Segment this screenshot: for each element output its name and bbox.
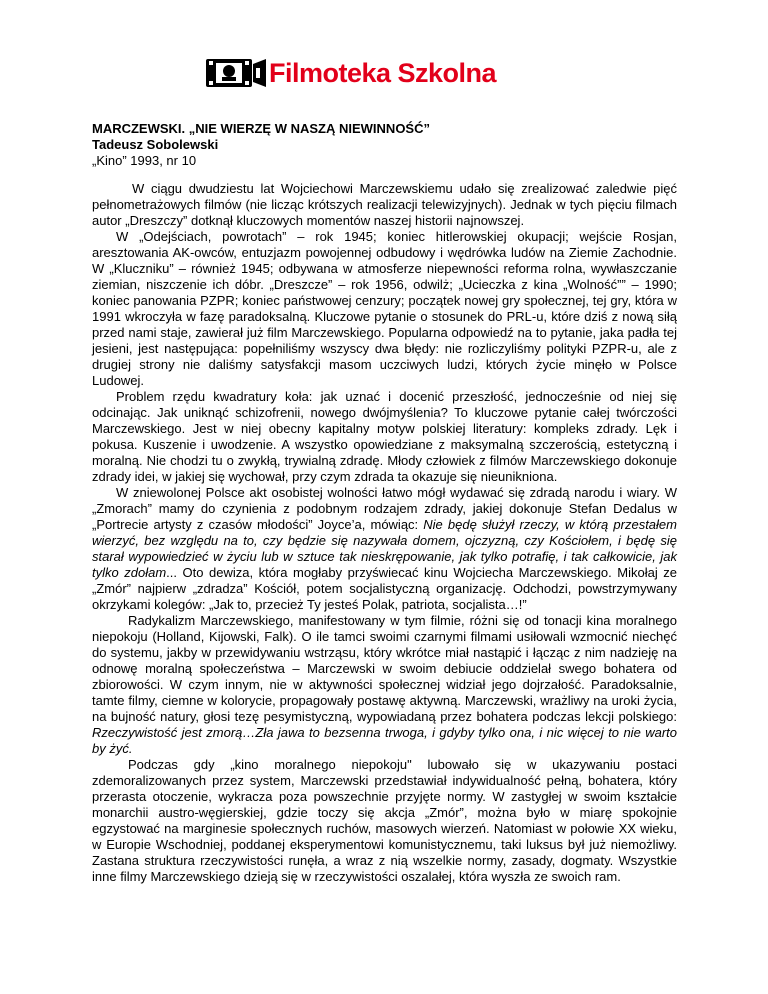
- joyce-quote: Nie będę służył rzeczy, w którą przestałem wierzyć, bez względu na to, czy będzie się nazywała domem, ojczyzną, czy Kościołem, i będę się starał wypowiedzieć w życiu lub w sztuce tak nieskrępowanie, jak tylko potrafię, i tak całkowicie, jak tylko zdołam: [92, 517, 677, 580]
- filmoteka-logo: [205, 56, 496, 90]
- paragraph-3: Problem rzędu kwadratury koła: jak uznać i docenić przeszłość, jednocześnie od niej się odcinając. Jak uniknąć schizofrenii, nowego dwójmyślenia? To kluczowe pytanie całej twórczości Marczewskiego. Jest w niej obecny kapitalny motyw polskiej literatury: kompleks zdrady. Lęk i pokusa. Kuszenie i uwodzenie. A wszystko opowiedziane z maksymalną szczerością, estetyczną i moralną. Nie chodzi tu o zwykłą, trywialną zdradę. Młody człowiek z filmów Marczewskiego dokonuje zdrady idei, w jakiej się wychował, przy czym zdrada ta okazuje się nieunikniona.: [92, 389, 677, 484]
- paragraph-4: [92, 485, 677, 613]
- film-camera-icon: [205, 56, 267, 90]
- paragraph-2: W „Odejściach, powrotach” – rok 1945; koniec hitlerowskiej okupacji; wejście Rosjan, aresztowania AK-owców, entuzjazm powojennej odbudowy i wędrówka ludów na Ziemie Zachodnie. W „Kluczniku” – również 1945; odbywana w atmosferze niepewności reforma rolna, wywłaszczanie ziemian, niszczenie ich dóbr. „Dreszcze” – rok 1956, odwilż; „Ucieczka z kina „Wolność”” – 1990; koniec panowania PZPR; koniec państwowej cenzury; początek nowej gry społecznej, tej gry, która w 1991 wkroczyła w fazę paradoksalną. Kluczowe pytanie o stosunek do PRL-u, które dziś z nową siłą przed nami staje, zawierał już film Marczewskiego. Popularna odpowiedź na to pytanie, jaka padła tej jesieni, jest następująca: popełniliśmy wszyscy dwa błędy: nie rozliczyliśmy polityki PZPR-u, ale z drugiej strony nie daliśmy satysfakcji masom uczciwych ludzi, których życie minęło w Polsce Ludowej.: [92, 229, 677, 388]
- paragraph-4-text: W zniewolonej Polsce akt osobistej wolności łatwo mógł wydawać się zdradą narodu i wiary. W „Zmorach” mamy do czynienia z podobnym rodzajem zdrady, jakiej dokonuje Stefan Dedalus w „Portrecie artysty z czasów młodości” Joyce’a, mówiąc:: [92, 485, 677, 532]
- article-header: [92, 121, 430, 169]
- article-source: „Kino” 1993, nr 10: [92, 153, 197, 168]
- paragraph-6: Podczas gdy „kino moralnego niepokoju" lubowało się w ukazywaniu postaci zdemoralizowanych przez system, Marczewski przedstawiał indywidualność pełną, bohatera, który przerasta otoczenie, wykracza poza powszechnie przyjęte normy. W zastygłej w swoim kształcie monarchii austro-węgierskiej, gdzie toczy się akcja „Zmór”, można było w miarę spokojnie egzystować na marginesie społecznych ruchów, masowych wierzeń. Natomiast w połowie XX wieku, w Europie Wschodniej, poddanej eksperymentowi komunistycznemu, taki luksus był już niemożliwy. Zastana struktura rzeczywistości runęła, a wraz z nią wszelkie normy, zasady, dogmaty. Wszystkie inne filmy Marczewskiego dzieją się w rzeczywistości oszalałej, która wyszła ze swoich ram.: [92, 757, 677, 884]
- article-body: [92, 181, 677, 885]
- paragraph-5-text: Radykalizm Marczewskiego, manifestowany w tym filmie, różni się od tonacji kina moralnego niepokoju (Holland, Kijowski, Falk). O ile tamci swoimi czarnymi filmami usiłowali wzmocnić niechęć do systemu, jakby w przewidywaniu wstrząsu, który wkrótce miał nastąpić i łącząc z nim nadzieję na odnowę moralną społeczeństwa – Marczewski w swoim debiucie oddzielał swego bohatera od zbiorowości. W czym innym, nie w aktywności społecznej widział jego dojrzałość. Paradoksalnie, tamte filmy, ciemne w kolorycie, propagowały postawę aktywną. Marczewski, wrażliwy na uroki życia, na bujność natury, głosi tezę pesymistyczną, wypowiadaną przez bohatera podczas lekcji polskiego:: [92, 613, 677, 724]
- brand-name: Filmoteka Szkolna: [269, 57, 497, 88]
- article-title: MARCZEWSKI. „NIE WIERZĘ W NASZĄ NIEWINNOŚĆ”: [92, 121, 430, 136]
- article-author: Tadeusz Sobolewski: [92, 137, 219, 152]
- paragraph-4-continuation: ... Oto dewiza, która mogłaby przyświecać kinu Wojciecha Marczewskiego. Mikołaj ze „Zmór” najpierw „zdradza” Kościół, potem socjalistyczną organizację. Odchodzi, powstrzymywany okrzykami kolegów: „Jak to, przecież Ty jesteś Polak, patriota, socjalista…!”: [92, 565, 677, 612]
- paragraph-1: W ciągu dwudziestu lat Wojciechowi Marczewskiemu udało się zrealizować zaledwie pięć pełnometrażowych filmów (nie licząc krótszych realizacji telewizyjnych). Jednak w tych pięciu filmach autor „Dreszczy” dotknął kluczowych momentów naszej historii najnowszej.: [92, 181, 677, 228]
- paragraph-5: [92, 613, 677, 757]
- lesson-quote: Rzeczywistość jest zmorą…Zła jawa to bezsenna trwoga, i gdyby tylko ona, i nic więcej to nie warto by żyć.: [92, 725, 677, 756]
